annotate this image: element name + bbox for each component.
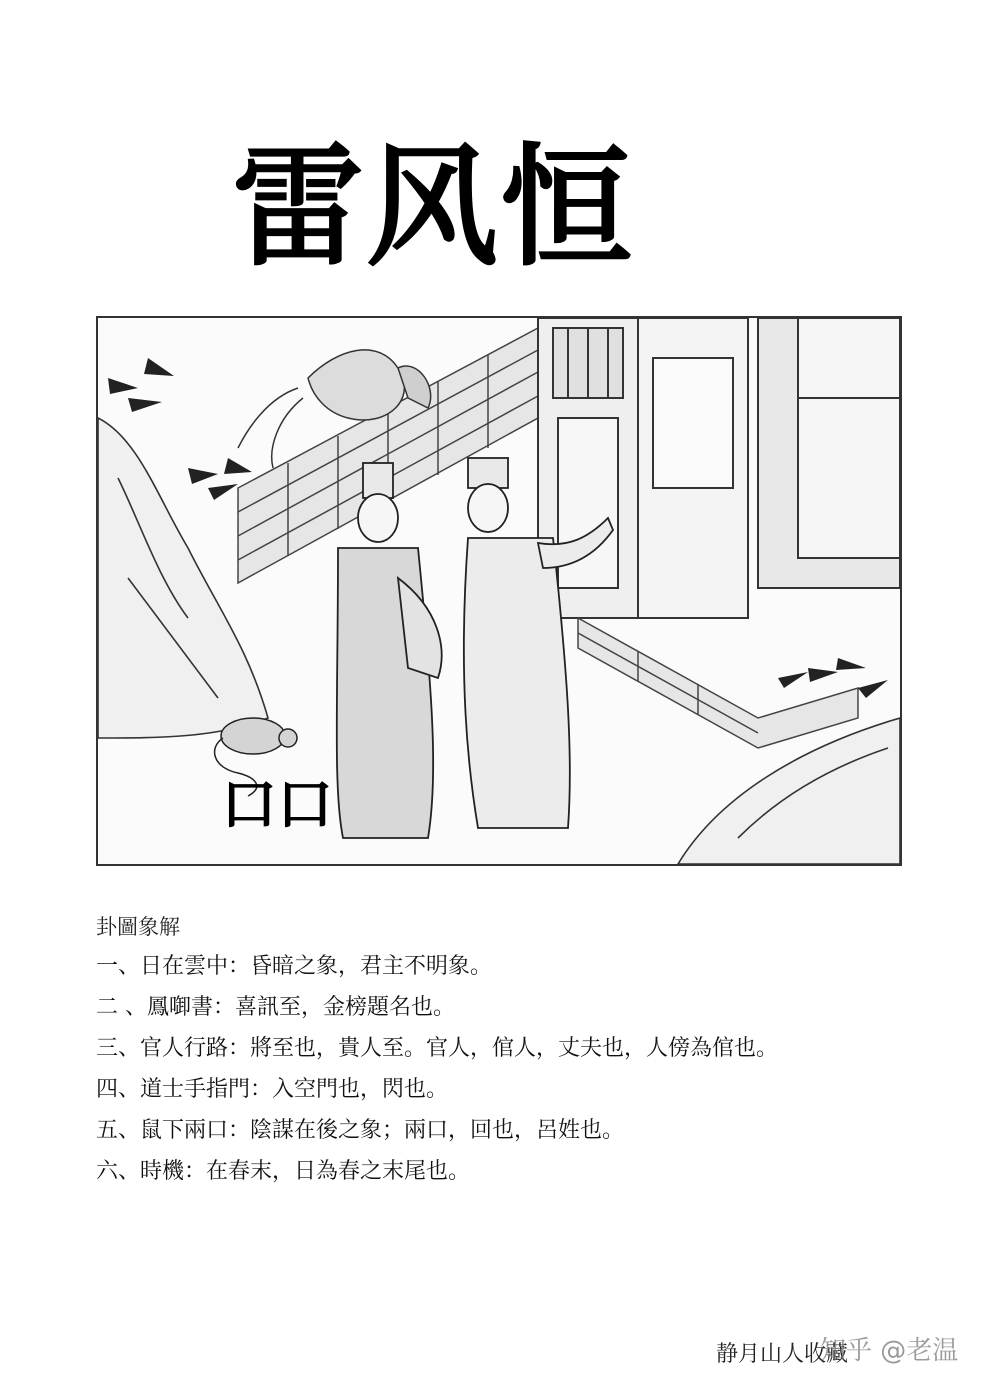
caption-heading: 卦圖象解: [96, 915, 180, 939]
page-title: 雷风恒: [232, 131, 634, 285]
illustration-drawing: [98, 318, 900, 864]
building: [538, 318, 900, 618]
zhihu-watermark: 知乎 @老温: [820, 1336, 959, 1366]
caption-line-6: 六、時機：在春末，日為春之末尾也。: [96, 1159, 471, 1184]
caption-line-4: 四、道士手指門：入空門也，閃也。: [96, 1077, 449, 1102]
caption-line-5: 五、鼠下兩口：陰謀在後之象；兩口，回也，呂姓也。: [96, 1118, 625, 1143]
collection-credit: 静月山人收藏: [716, 1342, 849, 1367]
hexagram-illustration: [96, 316, 902, 866]
low-wall: [578, 618, 858, 748]
caption-line-1: 一、日在雲中：昏暗之象，君主不明象。: [96, 954, 493, 979]
caption-block: [96, 912, 916, 1198]
caption-line-3: 三、官人行路：將至也，貴人至。官人，倌人，丈夫也，人傍為倌也。: [96, 1036, 779, 1061]
rock-hill-right: [678, 718, 900, 864]
mouse-label: 口口: [221, 773, 333, 838]
caption-line-2: 二 、鳳啣書：喜訊至，金榜題名也。: [96, 995, 455, 1020]
